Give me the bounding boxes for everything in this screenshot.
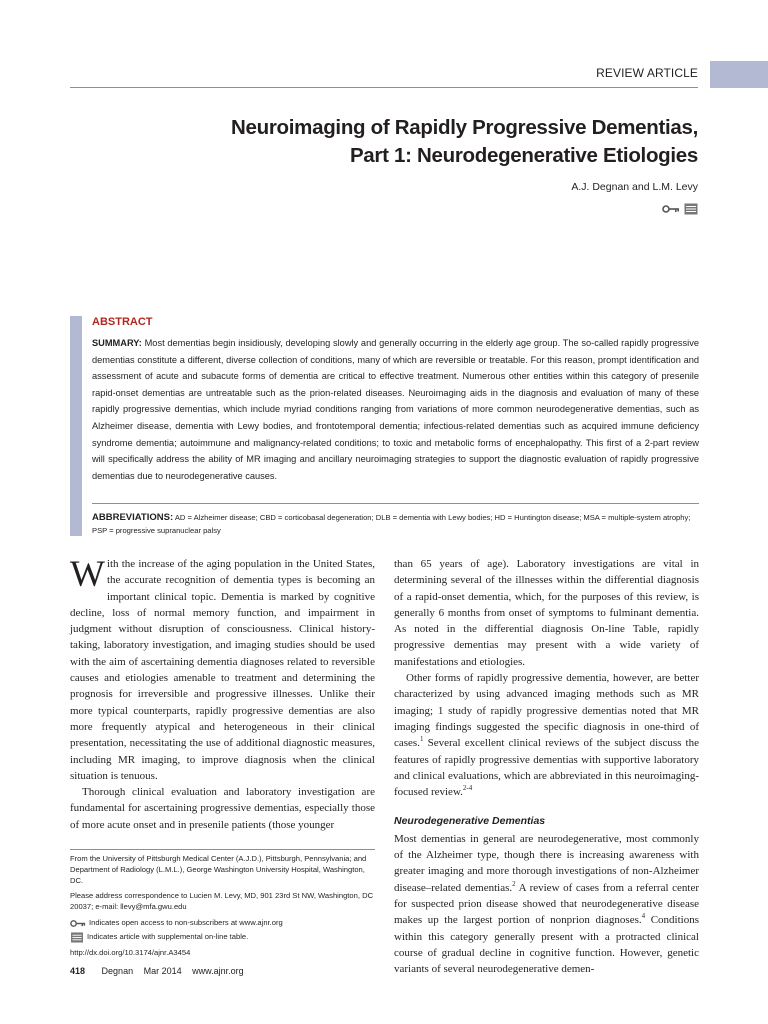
supplemental-text: Indicates article with supplemental on-line table. bbox=[87, 931, 249, 941]
affiliation-note: From the University of Pittsburgh Medical Center (A.J.D.), Pittsburgh, Pennsylvania; and Department of Radiology (L.M.L.), George Washington University Hospital, Washington, DC. bbox=[70, 854, 367, 885]
summary-text: Most dementias begin insidiously, developing slowly and generally occurring in the elderly age group. The so-called rapidly progressive dementias constitute a different, diverse collection of conditions, many of which are reversible or treatable. For this reason, prompt identification and assessment of acute and subacute forms of dementia are critical to effective treatment. Numerous other entities within this category of presenile rapid-onset dementias are untreatable such as the prion-related diseases. Neuroimaging aids in the diagnosis and evaluation of many of these rapidly progressive dementias, which include myriad conditions ranging from variations of more common neurodegenerative dementias, such as Alzheimer disease, dementia with Lewy bodies, and frontotemporal dementia; infectious-related dementias such as acquired immune deficiency syndrome dementia; autoimmune and malignancy-related conditions; to toxic and metabolic forms of encephalopathy. This first of a 2-part review will specifically address the ability of MR imaging and ancillary neuroimaging strategies to support the diagnostic evaluation of rapidly progressive dementias due to neurodegenerative causes. bbox=[92, 338, 699, 481]
abstract-rule bbox=[92, 503, 699, 504]
section-subheading: Neurodegenerative Dementias bbox=[394, 815, 546, 828]
body-paragraph-5-text-b: A review of cases from a referral center for suspected prion disease showed that neurodegenerative disease makes up the largest portion of nonprion diagnoses. bbox=[394, 881, 699, 927]
citation-ref: 2-4 bbox=[462, 784, 473, 793]
online-table-icon bbox=[684, 203, 698, 215]
corner-tab bbox=[710, 61, 768, 88]
open-access-text: Indicates open access to non-subscribers at www.ajnr.org bbox=[89, 917, 283, 927]
open-access-key-icon bbox=[662, 204, 680, 214]
supplemental-note bbox=[70, 932, 380, 943]
article-title bbox=[138, 114, 698, 170]
summary-label: SUMMARY: bbox=[92, 338, 142, 348]
abbreviations-label: ABBREVIATIONS: bbox=[92, 512, 174, 523]
footer-author: Degnan bbox=[101, 966, 134, 976]
body-paragraph-5-text-c: Conditions within this category generally present with a protracted clinical course of gradual decline in cognitive function. However, genetic variants of several neurodegenerative demen- bbox=[394, 914, 699, 976]
header-rule bbox=[70, 87, 698, 88]
citation-ref: 4 bbox=[641, 912, 646, 921]
body-paragraph-1-text: ith the increase of the aging population in the United States, the accurate recognition of dementia types is becoming an important clinical topic. Dementia is marked by cognitive decline, loss of normal memory function, and impairment in judgment without disruption of consciousness. Clinical history-taking, laboratory investigation, and imaging studies should be used with the aim of ascertaining dementia diagnoses related to reversible causes and etiologies amenable to treatment and determining the prognosis for irreversible and progressive illnesses. Unlike their more typical counterparts, rapidly progressive dementias are also more frequently atypical and heterogeneous in their clinical presentation, necessitating the use of additional diagnostic measures, including MR imaging, to improve diagnosis when the clinical situation is tenuous. bbox=[70, 558, 375, 782]
online-table-icon bbox=[70, 932, 84, 943]
access-icons bbox=[662, 203, 698, 215]
body-paragraph-4-text-b: Several excellent clinical reviews of the subject discuss the features of rapidly progressive dementias with supportive laboratory and clinical evaluations, which are abbreviated in this neuroimaging-focused review. bbox=[394, 737, 699, 799]
footer-site[interactable]: www.ajnr.org bbox=[192, 966, 244, 976]
citation-ref: 2 bbox=[512, 879, 516, 888]
abstract-sidebar-bar bbox=[70, 316, 82, 536]
body-paragraph-5 bbox=[394, 831, 699, 978]
citation-ref: 1 bbox=[419, 735, 424, 744]
authors: A.J. Degnan and L.M. Levy bbox=[571, 181, 698, 193]
open-access-key-icon bbox=[70, 919, 86, 928]
footer-date: Mar 2014 bbox=[143, 966, 182, 976]
doi-link[interactable]: http://dx.doi.org/10.3174/ajnr.A3454 bbox=[70, 947, 191, 957]
body-paragraph-2: Thorough clinical evaluation and laboratory investigation are fundamental for ascertaining progressive dementias, especially those of more acute onset and in presenile patients (those younger bbox=[70, 786, 375, 831]
body-column-left bbox=[70, 556, 375, 833]
abstract-summary bbox=[92, 335, 699, 484]
body-paragraph-3: than 65 years of age). Laboratory investigations are vital in determining several of the illnesses within the differential diagnosis of a rapid-onset dementia, which, for the purposes of this review, is generally 6 months from onset of symptoms to fulminant dementia. As noted in the differential diagnosis On-line Table, rapidly progressive dementias may present with a wide variety of manifestations and etiologies. bbox=[394, 558, 699, 668]
body-paragraph-4 bbox=[394, 670, 699, 800]
body-column-right bbox=[394, 556, 699, 977]
correspondence-note: Please address correspondence to Lucien M. Levy, MD, 901 23rd St NW, Washington, DC 20037; e-mail: llevy@mfa.gwu.edu bbox=[70, 891, 374, 912]
open-access-note bbox=[70, 918, 380, 929]
body-paragraph-4-text-a: Other forms of rapidly progressive dementia, however, are better characterized by using advanced imaging methods such as MR imaging; 1 study of rapidly progressive dementias noted that MR imaging findings suggested the specific diagnosis in one-third of cases. bbox=[394, 672, 699, 750]
title-line-1: Neuroimaging of Rapidly Progressive Dementias, bbox=[231, 116, 698, 139]
footnotes bbox=[70, 854, 380, 964]
body-paragraph-1 bbox=[70, 556, 375, 784]
abstract-heading: ABSTRACT bbox=[92, 316, 153, 328]
page-number: 418 bbox=[70, 966, 86, 976]
drop-cap: W bbox=[70, 554, 105, 595]
abbreviations-text: AD = Alzheimer disease; CBD = corticobasal degeneration; DLB = dementia with Lewy bodies; HD = Huntington disease; MSA = multiple-system atrophy; PSP = progressive supranuclear palsy bbox=[92, 513, 691, 535]
title-line-2: Part 1: Neurodegenerative Etiologies bbox=[349, 144, 698, 167]
footnote-rule bbox=[70, 849, 375, 850]
page-footer bbox=[70, 966, 252, 976]
section-label: REVIEW ARTICLE bbox=[596, 66, 698, 80]
abbreviations bbox=[92, 512, 699, 537]
body-paragraph-5-text-a: Most dementias in general are neurodegenerative, most commonly of the Alzheimer type, though there is increasing awareness with greater imaging and more thorough investigations of non-Alzheimer disease–related dementias. bbox=[394, 832, 699, 894]
